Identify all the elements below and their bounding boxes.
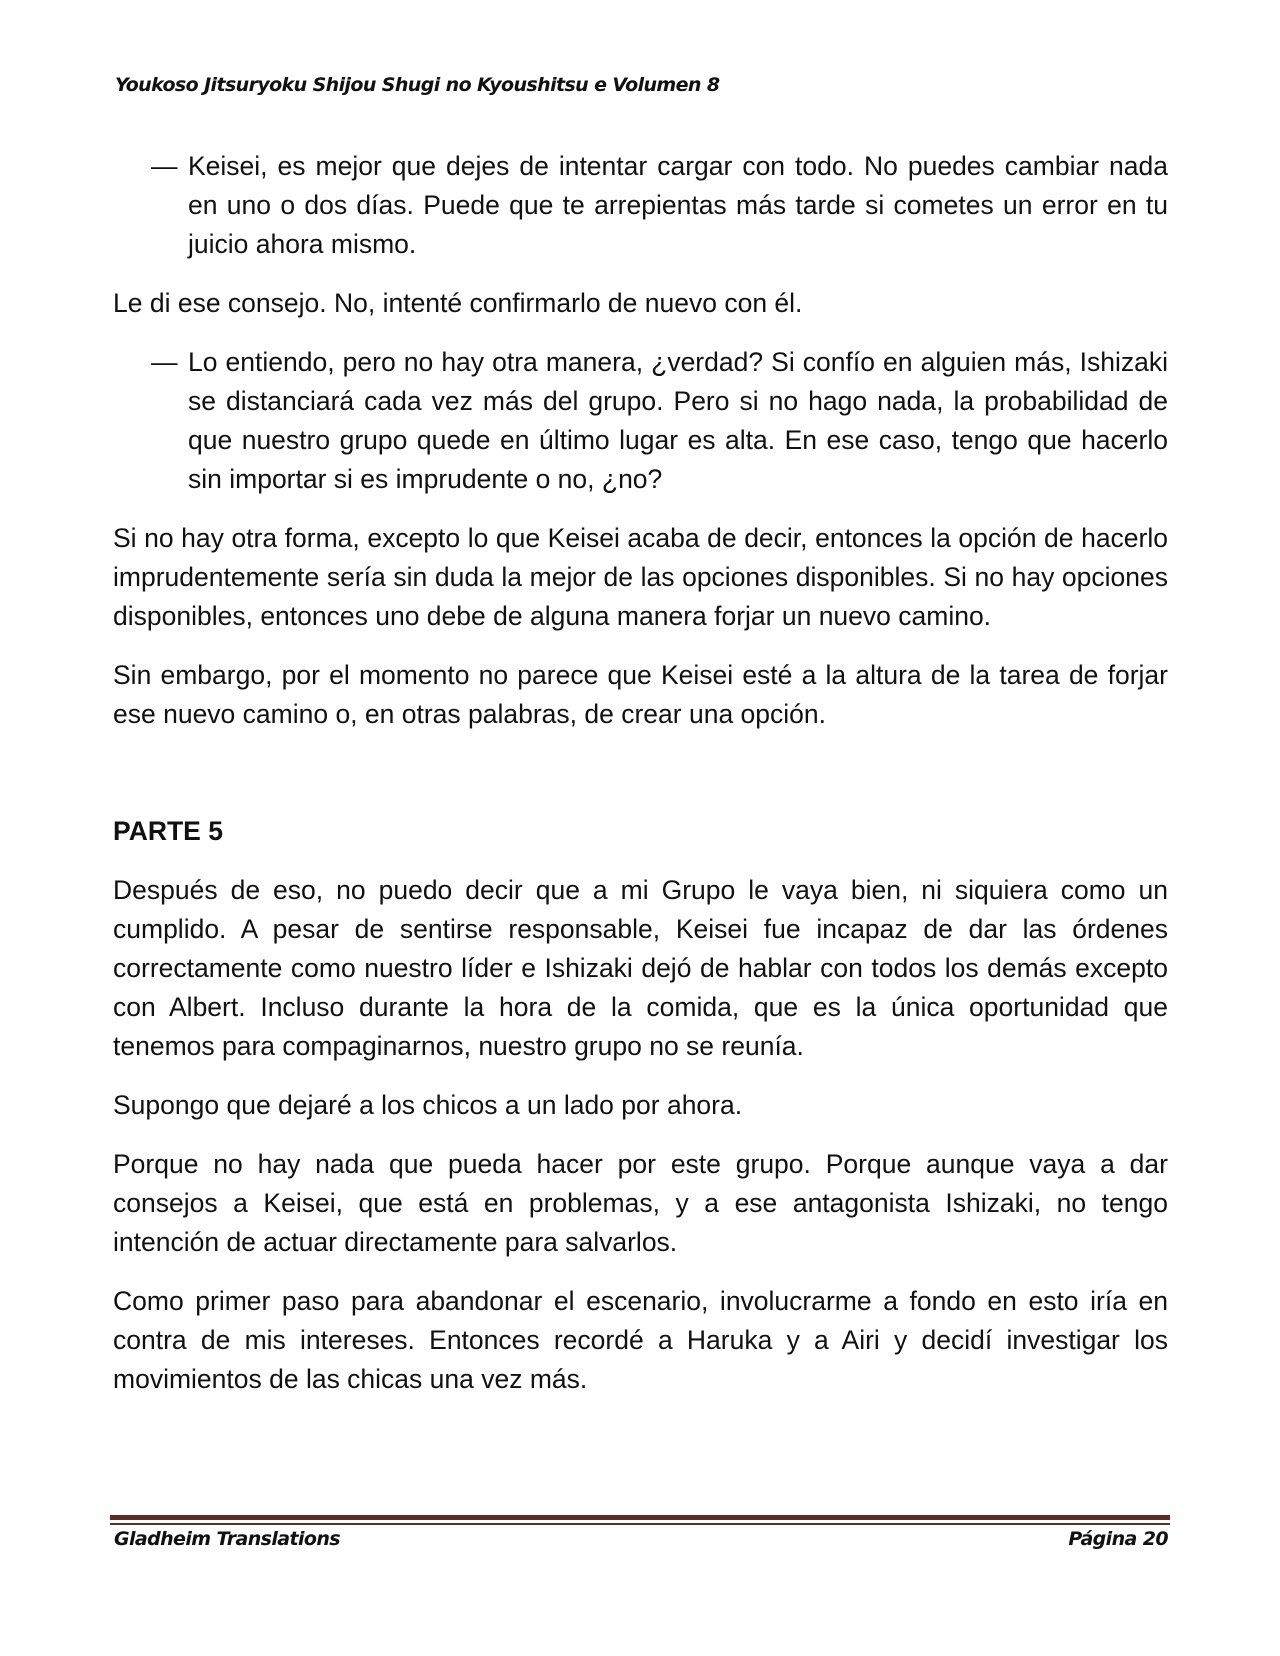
footer-publisher: Gladheim Translations xyxy=(114,1528,340,1550)
footer-rule xyxy=(110,1515,1170,1520)
footer-rule-thin xyxy=(110,1523,1170,1525)
dialogue-text: Lo entiendo, pero no hay otra manera, ¿verdad? Si confío en alguien más, Ishizaki se distanciará cada vez más del grupo. Pero si no hago nada, la probabilidad de que nuestro grupo quede en último lugar es alta. En ese caso, tengo que hacerlo sin importar si es imprudente o no, ¿no? xyxy=(188,347,1168,494)
dialogue-dash: — xyxy=(151,151,178,181)
paragraph: Supongo que dejaré a los chicos a un lado por ahora. xyxy=(113,1090,743,1120)
running-header: Youkoso Jitsuryoku Shijou Shugi no Kyoushitsu e Volumen 8 xyxy=(115,74,720,96)
page-number: Página 20 xyxy=(1068,1528,1168,1550)
section-heading: PARTE 5 xyxy=(113,816,223,846)
paragraph: Sin embargo, por el momento no parece que Keisei esté a la altura de la tarea de forjar ese nuevo camino o, en otras palabras, de crear una opción. xyxy=(113,660,1168,729)
dialogue-dash: — xyxy=(151,347,178,377)
dialogue-text: Keisei, es mejor que dejes de intentar cargar con todo. No puedes cambiar nada en uno o dos días. Puede que te arrepientas más tarde si cometes un error en tu juicio ahora mismo. xyxy=(188,151,1168,259)
dialogue-paragraph xyxy=(113,147,1168,264)
paragraph: Si no hay otra forma, excepto lo que Keisei acaba de decir, entonces la opción de hacerlo imprudentemente sería sin duda la mejor de las opciones disponibles. Si no hay opciones disponibles, entonces uno debe de alguna manera forjar un nuevo camino. xyxy=(113,523,1168,631)
paragraph: Le di ese consejo. No, intenté confirmarlo de nuevo con él. xyxy=(113,288,803,318)
dialogue-paragraph xyxy=(113,343,1168,499)
paragraph: Como primer paso para abandonar el escenario, involucrarme a fondo en esto iría en contra de mis intereses. Entonces recordé a Haruka y a Airi y decidí investigar los movimientos de las chicas una vez más. xyxy=(113,1286,1168,1394)
body-text xyxy=(113,147,1168,1419)
paragraph: Después de eso, no puedo decir que a mi Grupo le vaya bien, ni siquiera como un cumplido. A pesar de sentirse responsable, Keisei fue incapaz de dar las órdenes correctamente como nuestro líder e Ishizaki dejó de hablar con todos los demás excepto con Albert. Incluso durante la hora de la comida, que es la única oportunidad que tenemos para compaginarnos, nuestro grupo no se reunía. xyxy=(113,875,1168,1061)
paragraph: Porque no hay nada que pueda hacer por este grupo. Porque aunque vaya a dar consejos a Keisei, que está en problemas, y a ese antagonista Ishizaki, no tengo intención de actuar directamente para salvarlos. xyxy=(113,1149,1168,1257)
